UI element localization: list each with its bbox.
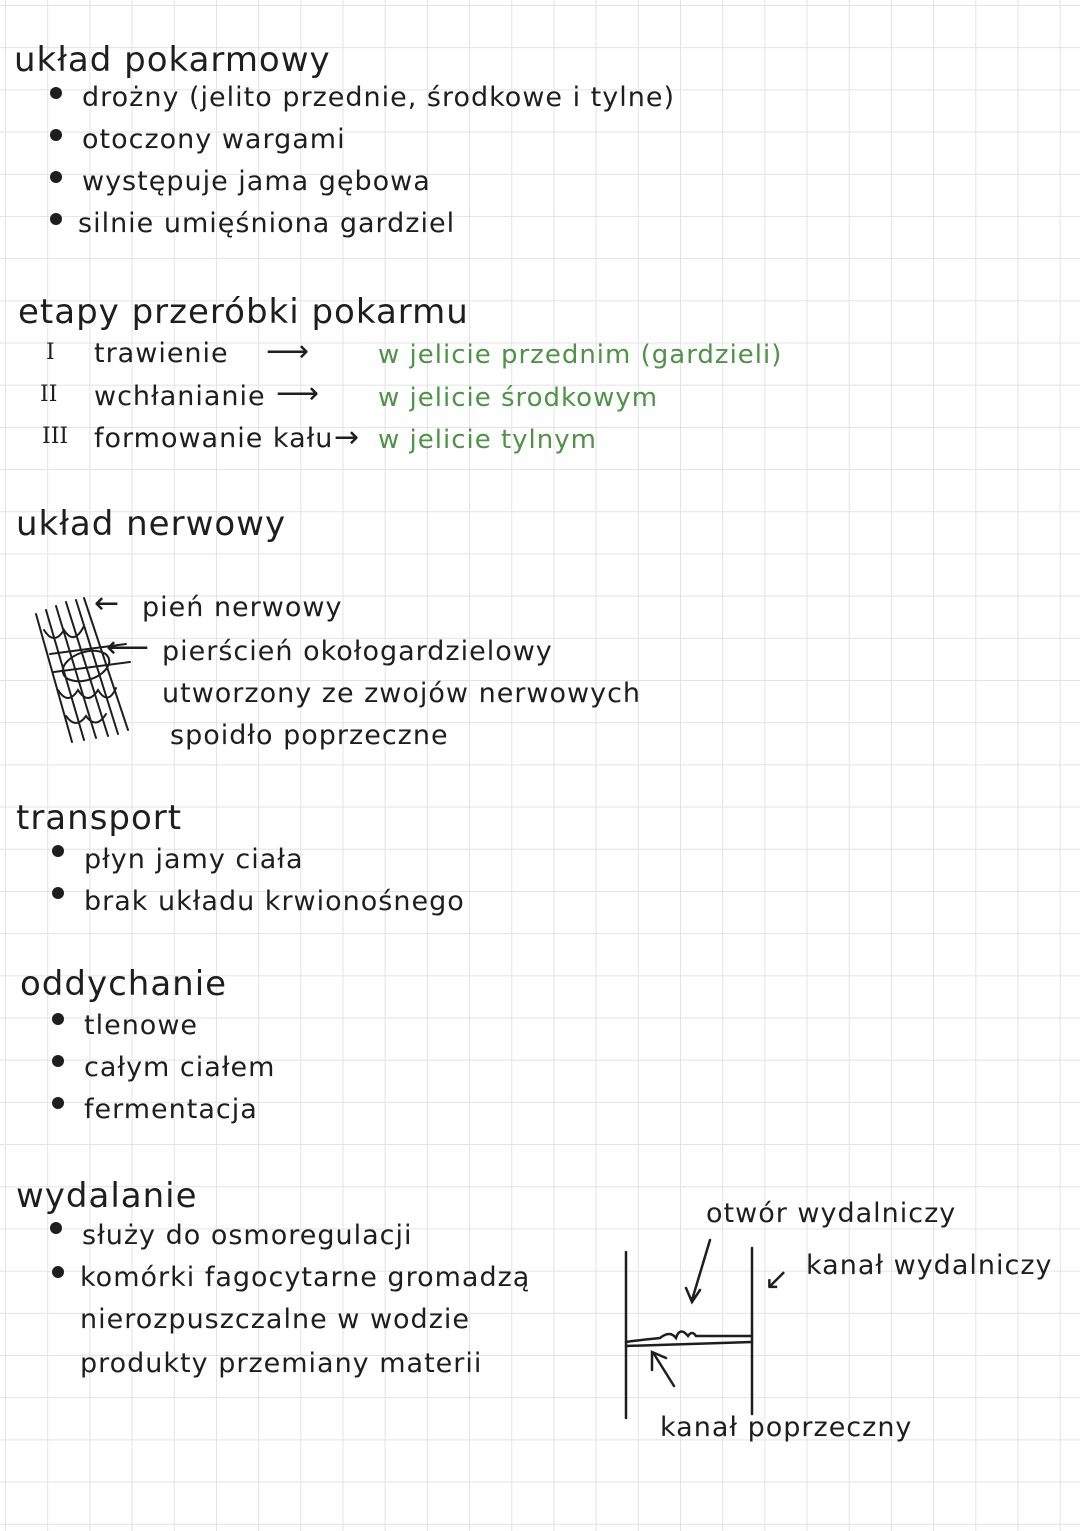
bullet-icon bbox=[50, 87, 62, 99]
list-item-excretion-2-line1: komórki fagocytarne gromadzą bbox=[80, 1262, 531, 1293]
bullet-icon bbox=[52, 1055, 64, 1067]
bullet-icon bbox=[50, 213, 62, 225]
left-arrow-icon: ↙ bbox=[764, 1262, 790, 1297]
left-arrow-icon: ← bbox=[94, 586, 120, 621]
left-arrow-icon: ⟵ bbox=[106, 630, 150, 665]
list-item-respiration-1: tlenowe bbox=[84, 1010, 199, 1041]
bullet-icon bbox=[52, 1013, 64, 1025]
list-item-digestive-1: drożny (jelito przednie, środkowe i tylne) bbox=[82, 82, 676, 113]
list-item-digestive-3: występuje jama gębowa bbox=[82, 166, 431, 197]
bullet-icon bbox=[50, 171, 62, 183]
list-item-respiration-2: całym ciałem bbox=[84, 1052, 276, 1083]
nervous-system-sketch-icon bbox=[30, 596, 140, 746]
bullet-icon bbox=[50, 1222, 62, 1234]
right-arrow-icon: → bbox=[334, 420, 360, 455]
label-transverse-canal: kanał poprzeczny bbox=[660, 1412, 913, 1443]
list-item-digestive-2: otoczony wargami bbox=[82, 124, 346, 155]
list-item-digestive-4: silnie umięśniona gardziel bbox=[78, 208, 456, 239]
stage-process-3: formowanie kału bbox=[94, 423, 334, 454]
stage-location-1: w jelicie przednim (gardzieli) bbox=[378, 340, 783, 370]
label-nerve-ring-line2: utworzony ze zwojów nerwowych bbox=[162, 678, 642, 709]
list-item-transport-2: brak układu krwionośnego bbox=[84, 886, 465, 917]
stage-numeral-2: II bbox=[40, 382, 58, 407]
heading-transport: transport bbox=[16, 798, 183, 838]
bullet-icon bbox=[50, 129, 62, 141]
bullet-icon bbox=[52, 1097, 64, 1109]
label-transverse-commissure: spoidło poprzeczne bbox=[170, 720, 449, 751]
stage-numeral-1: I bbox=[46, 340, 55, 365]
stage-location-2: w jelicie środkowym bbox=[378, 383, 659, 413]
bullet-icon bbox=[52, 845, 64, 857]
stage-numeral-3: III bbox=[42, 424, 69, 449]
list-item-excretion-2-line3: produkty przemiany materii bbox=[80, 1348, 483, 1379]
heading-digestive-system: układ pokarmowy bbox=[14, 40, 331, 80]
heading-nervous-system: układ nerwowy bbox=[16, 504, 287, 544]
bullet-icon bbox=[52, 1266, 64, 1278]
list-item-excretion-2-line2: nierozpuszczalne w wodzie bbox=[80, 1304, 470, 1335]
list-item-respiration-3: fermentacja bbox=[84, 1094, 258, 1125]
list-item-excretion-1: służy do osmoregulacji bbox=[82, 1220, 413, 1251]
stage-process-2: wchłanianie bbox=[94, 381, 266, 412]
bullet-icon bbox=[52, 887, 64, 899]
right-arrow-icon: ⟶ bbox=[266, 334, 310, 369]
heading-excretion: wydalanie bbox=[16, 1176, 198, 1216]
label-nerve-trunk: pień nerwowy bbox=[142, 592, 343, 623]
label-excretory-pore: otwór wydalniczy bbox=[706, 1198, 957, 1229]
label-excretory-canal: kanał wydalniczy bbox=[806, 1250, 1053, 1281]
list-item-transport-1: płyn jamy ciała bbox=[84, 844, 304, 875]
heading-digestion-stages: etapy przeróbki pokarmu bbox=[18, 292, 469, 332]
excretory-system-sketch-icon bbox=[600, 1230, 800, 1430]
stage-location-3: w jelicie tylnym bbox=[378, 425, 597, 455]
right-arrow-icon: ⟶ bbox=[276, 376, 320, 411]
heading-respiration: oddychanie bbox=[20, 964, 228, 1004]
label-nerve-ring-line1: pierścień okołogardzielowy bbox=[162, 636, 553, 667]
stage-process-1: trawienie bbox=[94, 338, 229, 369]
